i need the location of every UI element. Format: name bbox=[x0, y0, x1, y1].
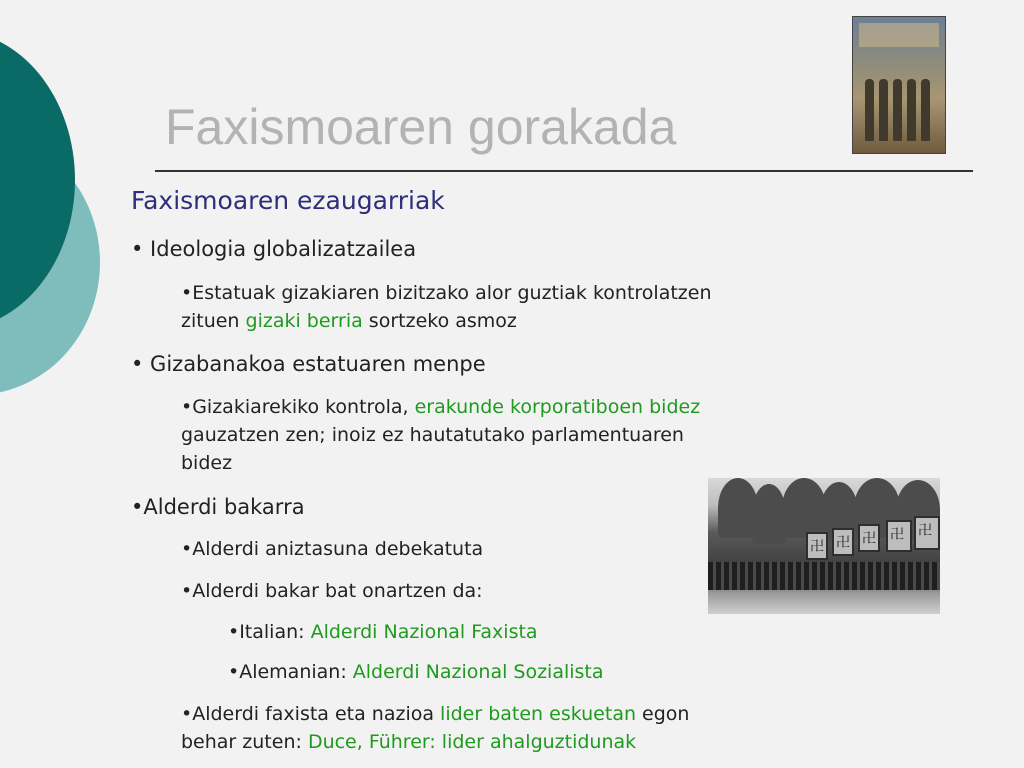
bullet-germany: •Alemanian: Alderdi Nazional Sozialista bbox=[228, 661, 604, 683]
bullet-leader-line1: •Alderdi faxista eta nazioa lider baten eskuetan egon bbox=[181, 703, 690, 725]
highlight-leader-hands: lider baten eskuetan bbox=[440, 703, 637, 725]
slide-title: Faxismoaren gorakada bbox=[165, 99, 677, 155]
section-heading: Faxismoaren ezaugarriak bbox=[131, 186, 445, 215]
highlight-duce-fuhrer: Duce, Führer: lider ahalguztidunak bbox=[307, 731, 637, 753]
bullet-ideology-detail-line1: •Estatuak gizakiaren bizitzako alor guztiak kontrolatzen bbox=[181, 282, 712, 304]
highlight-germany-party: Alderdi Nazional Sozialista bbox=[352, 661, 604, 683]
highlight-corporate-institutions: erakunde korporatiboen bidez bbox=[414, 396, 701, 418]
bullet-individual-state: • Gizabanakoa estatuaren menpe bbox=[131, 352, 486, 376]
highlight-new-human: gizaki berria bbox=[245, 310, 363, 332]
bullet-single-party-accepted: •Alderdi bakar bat onartzen da: bbox=[181, 580, 483, 602]
bullet-individual-detail-line2: gauzatzen zen; inoiz ez hautatutako parlamentuaren bbox=[181, 424, 684, 446]
highlight-italy-party: Alderdi Nazional Faxista bbox=[310, 621, 538, 643]
title-divider bbox=[155, 170, 973, 172]
bullet-leader-line2: behar zuten: Duce, Führer: lider ahalguztidunak bbox=[181, 731, 637, 753]
march-photo bbox=[708, 478, 940, 614]
bullet-ideology: • Ideologia globalizatzailea bbox=[131, 237, 417, 261]
bullet-party-pluralism: •Alderdi aniztasuna debekatuta bbox=[181, 538, 484, 560]
bullet-individual-detail-line1: •Gizakiarekiko kontrola, erakunde korporatiboen bidez bbox=[181, 396, 701, 418]
bullet-individual-detail-line3: bidez bbox=[181, 452, 233, 474]
bullet-single-party: •Alderdi bakarra bbox=[131, 495, 305, 519]
bullet-ideology-detail-line2: zituen gizaki berria sortzeko asmoz bbox=[181, 310, 517, 332]
bullet-italy: •Italian: Alderdi Nazional Faxista bbox=[228, 621, 538, 643]
poster-image bbox=[852, 16, 946, 154]
